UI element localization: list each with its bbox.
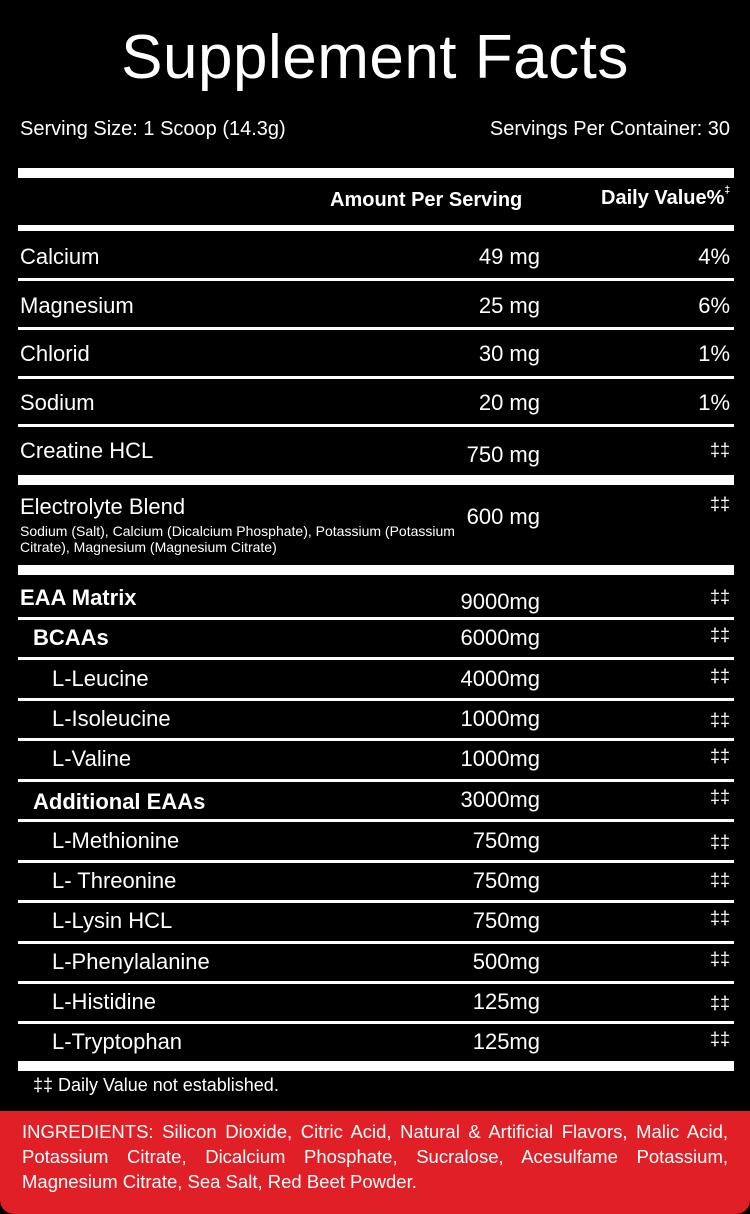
nutrient-amount: 125mg <box>472 1029 540 1054</box>
nutrient-amount: 30 mg <box>478 341 540 366</box>
row-divider <box>18 424 734 427</box>
row-divider <box>18 376 734 379</box>
header-daily-value-mark: ‡ <box>724 185 730 196</box>
blend-components: Sodium (Salt), Calcium (Dicalcium Phosphate), Potassium (Potassium Citrate), Magnesium (Magnesium Citrate) <box>20 523 455 555</box>
nutrient-amount: 20 mg <box>478 390 540 415</box>
nutrient-daily-value: ‡‡ <box>709 832 730 852</box>
row-divider <box>18 278 734 281</box>
row-divider <box>18 779 734 782</box>
row-divider <box>18 698 734 701</box>
servings-per-container: Servings Per Container: 30 <box>489 118 730 140</box>
nutrient-name: L-Leucine <box>52 666 149 691</box>
row-divider <box>18 860 734 863</box>
nutrient-daily-value: ‡‡ <box>709 710 730 730</box>
nutrient-name: Magnesium <box>20 293 134 318</box>
nutrient-daily-value: ‡‡ <box>709 908 730 928</box>
header-daily-value-label: Daily Value% <box>601 187 725 209</box>
nutrient-daily-value: ‡‡ <box>709 870 730 890</box>
nutrient-name: Additional EAAs <box>33 789 206 814</box>
row-divider <box>18 327 734 330</box>
row-divider <box>18 900 734 903</box>
nutrient-daily-value: ‡‡ <box>709 746 730 766</box>
nutrient-amount: 3000mg <box>460 787 540 812</box>
row-divider <box>18 941 734 944</box>
nutrient-name: BCAAs <box>33 625 109 650</box>
nutrient-daily-value: 1% <box>698 390 730 415</box>
nutrient-amount: 1000mg <box>460 706 540 731</box>
ingredients-panel: INGREDIENTS: Silicon Dioxide, Citric Acid, Natural & Artificial Flavors, Malic Acid, Potassium Citrate, Dicalcium Phosphate, Sucralose, Acesulfame Potassium, Magnesium Citrate, Sea Salt, Red Beet Powder. <box>0 1111 750 1214</box>
row-divider <box>18 1021 734 1024</box>
nutrient-daily-value: ‡‡ <box>709 993 730 1013</box>
nutrient-amount: 500mg <box>472 949 540 974</box>
header-amount-per-serving: Amount Per Serving <box>330 189 523 211</box>
header-daily-value <box>601 187 730 210</box>
nutrient-amount: 125mg <box>472 989 540 1014</box>
nutrient-name: L-Methionine <box>52 828 180 853</box>
nutrient-name: Chlorid <box>20 341 90 366</box>
nutrient-amount: 6000mg <box>460 625 540 650</box>
nutrient-daily-value: 4% <box>698 244 730 269</box>
nutrient-name: L-Lysin HCL <box>52 908 173 933</box>
nutrient-daily-value: ‡‡ <box>709 587 730 607</box>
nutrient-name: Sodium <box>20 390 95 415</box>
row-divider <box>18 475 734 485</box>
row-divider <box>18 657 734 660</box>
nutrient-daily-value: ‡‡ <box>709 625 730 645</box>
nutrient-name: L-Histidine <box>52 989 156 1014</box>
nutrient-daily-value: ‡‡ <box>709 1029 730 1049</box>
nutrient-daily-value: ‡‡ <box>709 787 730 807</box>
nutrient-daily-value: ‡‡ <box>709 666 730 686</box>
row-divider <box>18 981 734 984</box>
nutrient-name: L-Isoleucine <box>52 706 171 731</box>
nutrient-amount: 750mg <box>472 908 540 933</box>
row-divider <box>18 819 734 822</box>
bottom-thick-rule <box>18 1061 734 1071</box>
nutrient-daily-value: ‡‡ <box>709 440 730 460</box>
nutrient-daily-value: 6% <box>698 293 730 318</box>
nutrient-amount: 750mg <box>472 868 540 893</box>
nutrient-amount: 25 mg <box>478 293 540 318</box>
nutrient-name: L-Tryptophan <box>52 1029 183 1054</box>
serving-size: Serving Size: 1 Scoop (14.3g) <box>20 118 286 140</box>
row-divider <box>18 738 734 741</box>
header-rule <box>18 225 734 231</box>
nutrient-daily-value: ‡‡ <box>709 949 730 969</box>
row-divider <box>18 617 734 620</box>
nutrient-name: Creatine HCL <box>20 438 154 463</box>
daily-value-footnote: ‡‡ Daily Value not established. <box>33 1075 279 1095</box>
nutrient-name: Calcium <box>20 244 100 269</box>
nutrient-name: L-Valine <box>52 746 132 771</box>
nutrient-amount: 1000mg <box>460 746 540 771</box>
nutrient-amount: 750mg <box>472 828 540 853</box>
nutrient-name: EAA Matrix <box>20 585 137 610</box>
nutrient-name: L- Threonine <box>52 868 177 893</box>
nutrient-amount: 4000mg <box>460 666 540 691</box>
page-title: Supplement Facts <box>121 23 629 92</box>
nutrient-amount: 750 mg <box>466 442 540 467</box>
nutrient-daily-value: ‡‡ <box>709 494 730 514</box>
nutrient-amount: 49 mg <box>478 244 540 269</box>
nutrient-amount: 9000mg <box>460 589 540 614</box>
nutrient-name: Electrolyte Blend <box>20 494 186 519</box>
nutrient-name: L-Phenylalanine <box>52 949 210 974</box>
nutrient-amount: 600 mg <box>466 504 540 529</box>
nutrient-daily-value: 1% <box>698 341 730 366</box>
row-divider <box>18 565 734 575</box>
top-thick-rule <box>18 168 734 178</box>
